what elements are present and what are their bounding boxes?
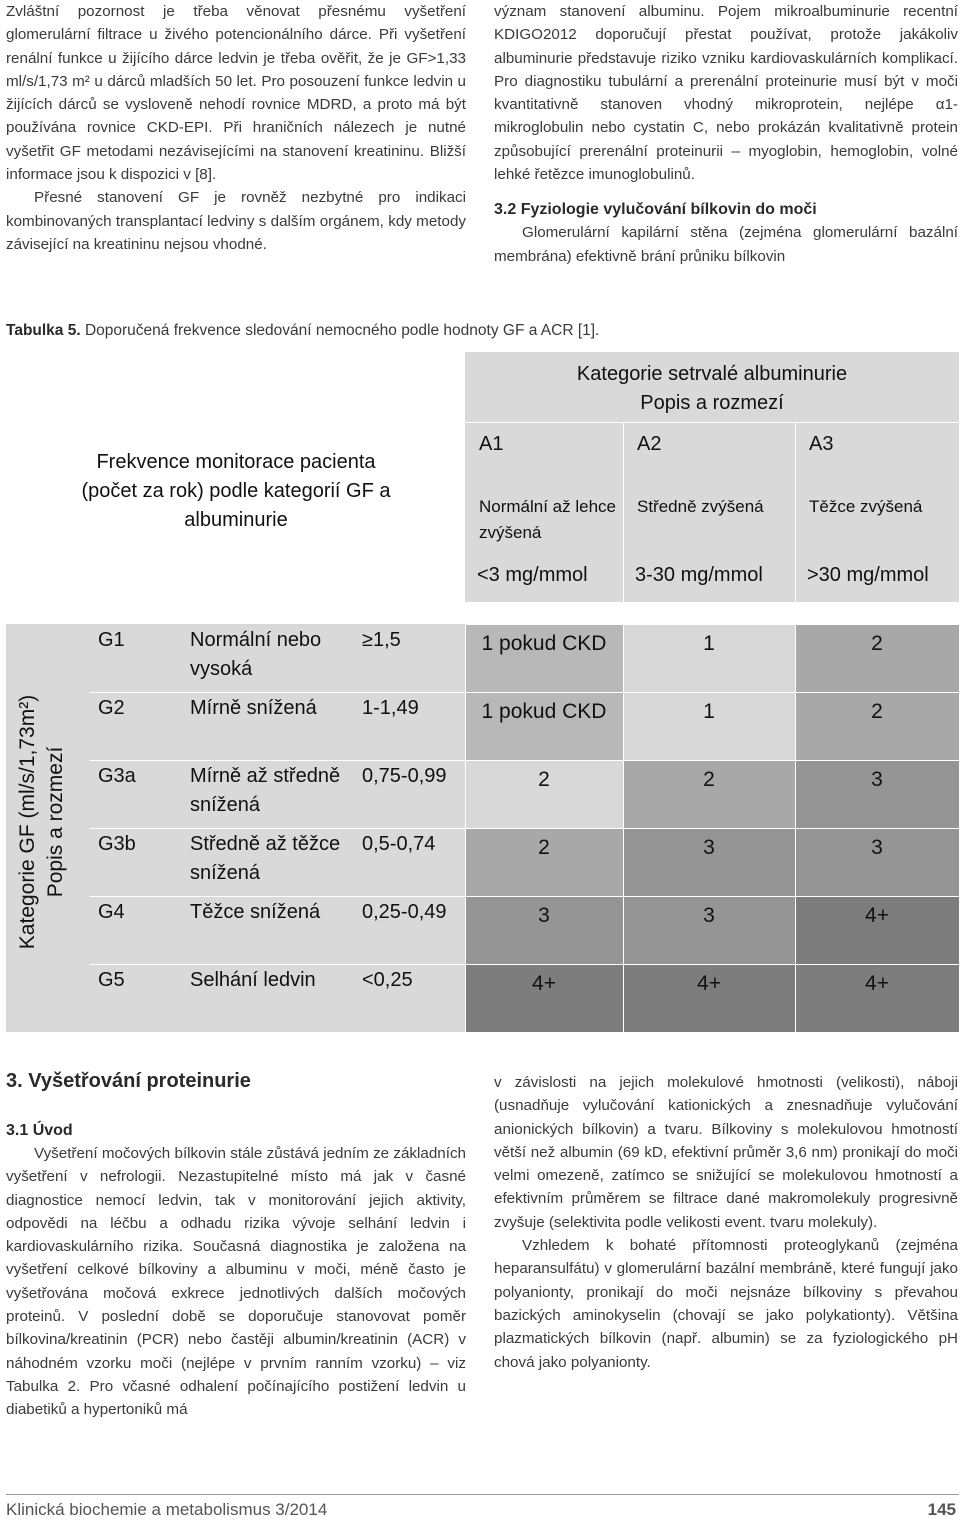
gf-range: ≥1,5 xyxy=(362,629,401,651)
frequency-value: 2 xyxy=(871,632,883,655)
gf-code: G2 xyxy=(98,697,125,719)
paragraph: Vyšetření močových bílkovin stále zůstává jedním ze základních vyšetření v nefrologii. Nezastupitelné místo má jak v časné diagnostice nemocí ledvin, tak v monitorování jejich aktivity, odpovědi na léčbu a odhadu rizika vývoje selhání ledvin i kardiovaskulárního rizika. Současná diagnostika je založena na vyšetření celkové bílkoviny a albuminu v moči, méně často je vyšetřována močová exkrece jednotlivých dalších močových proteinů. V poslední době se doporučuje stanovovat poměr bílkovina/kreatinin (PCR) nebo častěji albumin/kreatinin (ACR) v náhodném vzorku moči (nejlépe v prvním ranním vzorku) – viz Tabulka 2. Pro včasné odhalení počínajícího postižení ledvin u diabetiků a hypertoniků má xyxy=(6,1145,466,1419)
paragraph: Zvláštní pozornost je třeba věnovat přesnému vyšetření glomerulární filtrace u živého potencionálního dárce. Při vyšetření renální funkce u žijícího dárce ledvin je třeba ověřit, že je GF>1,33 ml/s/1,73 m² u dárců mladších 50 let. Pro posouzení funkce ledvin u žijících dárců se vysloveně nehodí rovnice MDRD, a proto má být používána rovnice CKD-EPI. Při hraničních nálezech je nutné vyšetřit GF metodami nezávisejícími na stanovení kreatininu. Bližší informace jsou k dispozici v [8]. xyxy=(6,3,466,184)
gf-desc: Středně až těžce snížená xyxy=(190,833,341,884)
page-number: 145 xyxy=(927,1500,956,1519)
monitoring-title: Frekvence monitorace pacienta (počet za rok) podle kategorií GF a albuminurie xyxy=(81,451,391,531)
gf-range: 0,75-0,99 xyxy=(362,765,447,787)
column-divider xyxy=(795,422,796,602)
albuminuria-desc: Středně zvýšená xyxy=(637,497,764,516)
frequency-value: 4+ xyxy=(697,972,721,995)
frequency-value: 3 xyxy=(871,768,883,791)
gf-code: G1 xyxy=(98,629,125,651)
frequency-value: 1 pokud CKD xyxy=(481,632,607,655)
frequency-value: 3 xyxy=(703,904,715,927)
albuminuria-range: >30 mg/mmol xyxy=(807,564,929,586)
row-divider xyxy=(90,896,465,897)
frequency-value: 3 xyxy=(703,836,715,859)
gf-range: 1-1,49 xyxy=(362,697,419,719)
gf-category-title-line: Popis a rozmezí xyxy=(44,746,67,898)
footer-divider xyxy=(6,1494,959,1495)
gf-code: G3a xyxy=(98,765,136,787)
gf-desc: Selhání ledvin xyxy=(190,969,316,991)
frequency-value: 2 xyxy=(538,836,550,859)
albuminuria-range: <3 mg/mmol xyxy=(477,564,588,586)
frequency-value: 1 xyxy=(703,632,715,655)
paragraph: v závislosti na jejich molekulové hmotnosti (velikosti), náboji (usnadňuje vylučování kationických a znesnadňuje vylučování anionických bílkovin) a tvaru. Bílkoviny s molekulovou hmotností větší než albumin (69 kD, efektivní průměr 3,6 nm) pronikají do moči velmi omezeně, zatímco se snižující se molekulovou hmotností a efektivním průměrem se filtrace dané makromolekuly progresivně zvyšuje (selektivita podle velikosti event. tvaru molekuly). xyxy=(494,1074,958,1231)
gf-range: <0,25 xyxy=(362,969,413,991)
paragraph: Přesné stanovení GF je rovněž nezbytné pro indikaci kombinovaných transplantací ledviny s dalším orgánem, kdy metody závisející na kreatininu nejsou vhodné. xyxy=(6,189,466,253)
column-divider xyxy=(623,422,624,602)
albuminuria-desc: Normální až lehce zvýšená xyxy=(479,497,617,542)
subsection-heading: 3.1 Úvod xyxy=(6,1122,73,1139)
gf-desc: Mírně až středně snížená xyxy=(190,765,341,816)
albuminuria-range: 3-30 mg/mmol xyxy=(635,564,763,586)
text-column-top-right xyxy=(494,0,958,268)
frequency-value: 1 pokud CKD xyxy=(481,700,607,723)
gf-acr-monitoring-table xyxy=(6,352,959,1032)
row-divider xyxy=(90,692,465,693)
table-caption-text: Doporučená frekvence sledování nemocného podle hodnoty GF a ACR [1]. xyxy=(80,322,600,339)
journal-name: Klinická biochemie a metabolismus 3/2014 xyxy=(6,1500,328,1519)
frequency-value: 2 xyxy=(871,700,883,723)
section-heading: 3.2 Fyziologie vylučování bílkovin do moči xyxy=(494,201,817,219)
frequency-value: 4+ xyxy=(865,972,889,995)
frequency-value: 4+ xyxy=(865,904,889,927)
frequency-value: 3 xyxy=(538,904,550,927)
gf-range: 0,25-0,49 xyxy=(362,901,447,923)
row-divider xyxy=(90,828,465,829)
gf-desc: Mírně snížená xyxy=(190,697,317,719)
row-divider xyxy=(90,760,465,761)
table-caption xyxy=(6,322,599,340)
frequency-value: 4+ xyxy=(532,972,556,995)
gf-range: 0,5-0,74 xyxy=(362,833,436,855)
section-heading: 3. Vyšetřování proteinurie xyxy=(6,1070,251,1092)
gf-category-title-line: Kategorie GF (ml/s/1,73m²) xyxy=(16,694,39,950)
frequency-value: 1 xyxy=(703,700,715,723)
albuminuria-desc: Těžce zvýšená xyxy=(809,497,923,516)
frequency-value: 2 xyxy=(538,768,550,791)
gf-code: G3b xyxy=(98,833,136,855)
albuminuria-code: A3 xyxy=(809,433,834,455)
gf-code: G4 xyxy=(98,901,125,923)
frequency-value: 3 xyxy=(871,836,883,859)
text-column-bottom-left xyxy=(6,1119,466,1422)
albuminuria-title: Kategorie setrvalé albuminurie Popis a rozmezí xyxy=(576,363,848,414)
albuminuria-code: A1 xyxy=(479,433,504,455)
text-column-top-left xyxy=(6,0,466,256)
frequency-value: 2 xyxy=(703,768,715,791)
gf-code: G5 xyxy=(98,969,125,991)
albuminuria-code: A2 xyxy=(637,433,662,455)
gf-desc: Těžce snížená xyxy=(190,901,321,923)
paragraph: Vzhledem k bohaté přítomnosti proteoglykanů (zejména heparansulfátu) v glomerulární bazální membráně, které fungují jako polyanionty, pronikají do moči nejsnáze bílkoviny s převahou bazických aminokyselin (chovají se jako polykationty). Většina plazmatických bílkovin (např. albumin) se za fyziologického pH chová jako polyanionty. xyxy=(494,1237,958,1371)
text-column-bottom-right xyxy=(494,1071,958,1374)
gf-category-title xyxy=(14,632,70,1012)
header-divider xyxy=(465,422,959,423)
gf-desc: Normální nebo vysoká xyxy=(190,629,322,680)
table-caption-label: Tabulka 5. xyxy=(6,322,81,339)
paragraph: Glomerulární kapilární stěna (zejména glomerulární bazální membrána) efektivně brání průniku bílkovin xyxy=(494,224,958,265)
paragraph: význam stanovení albuminu. Pojem mikroalbuminurie recentní KDIGO2012 doporučují přestat používat, protože jakákoliv albuminurie představuje riziko vzniku kardiovaskulárních komplikací. Pro diagnostiku tubulární a prerenální proteinurie musí být v moči kvantitativně stanoven vhodný mikroprotein, nejlépe α1-mikroglobulin nebo cystatin C, nebo prokázán kvalitativně protein způsobující prerenální proteinurii – myoglobin, hemoglobin, volné lehké řetězce imunoglobulinů. xyxy=(494,3,958,184)
row-divider xyxy=(90,964,465,965)
